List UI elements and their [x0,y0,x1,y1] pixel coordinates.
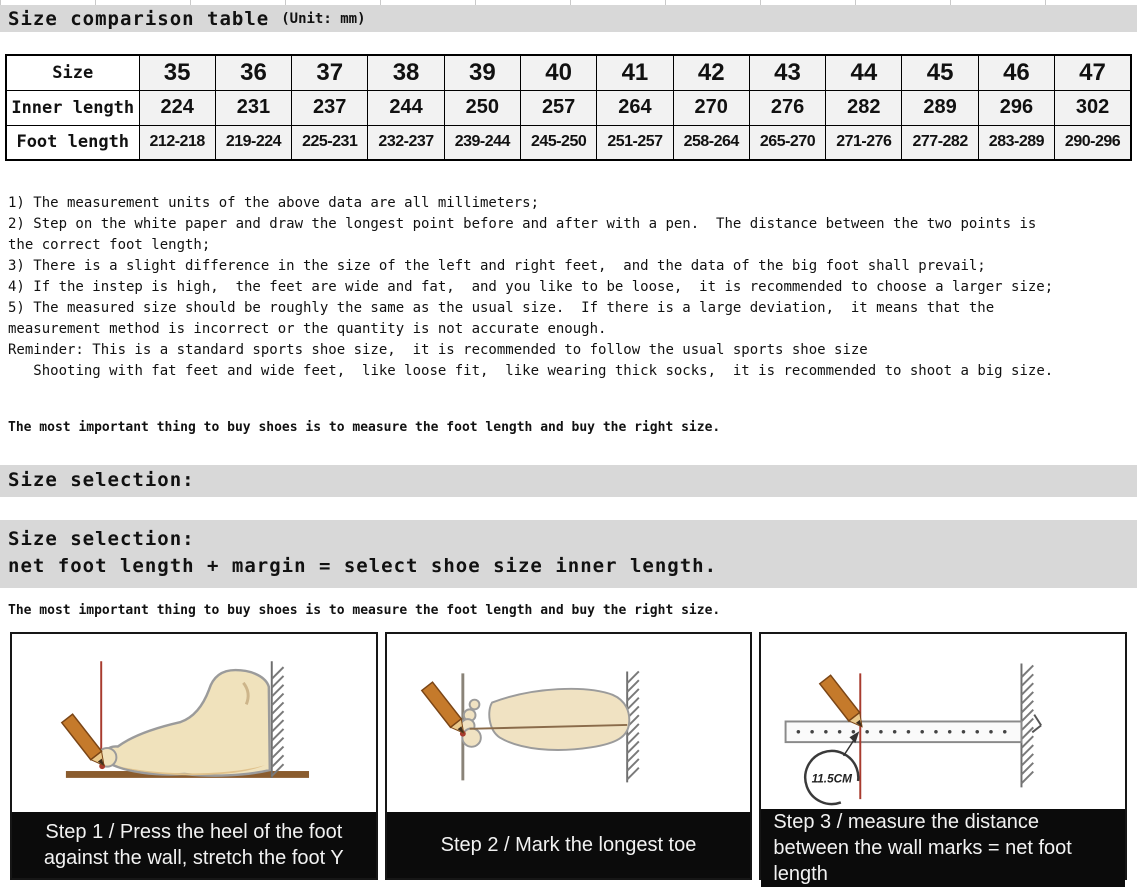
size-selection-block [0,520,1137,588]
inner-length-cell: 264 [597,90,673,125]
footprint-silhouette [489,689,629,750]
important-note-repeat: The most important thing to buy shoes is to measure the foot length and buy the right size. [8,603,721,618]
title-bar [0,5,1137,32]
foot-length-cell: 283-289 [978,125,1054,160]
size-cell: 37 [292,55,368,90]
size-row-label: Size [6,55,139,90]
footprint-top-view-figure [387,634,751,812]
inner-length-cell: 302 [1055,90,1131,125]
note-line: 1) The measurement units of the above data are all millimeters; [8,195,540,211]
size-cell: 47 [1055,55,1131,90]
size-row [6,55,1131,90]
foot-length-cell: 245-250 [520,125,596,160]
size-cell: 44 [826,55,902,90]
measurement-notes [8,193,1137,382]
inner-length-cell: 250 [444,90,520,125]
note-line: measurement method is incorrect or the quantity is not accurate enough. [8,321,607,337]
foot-side-view-figure [12,634,376,812]
step1-panel [10,632,378,880]
step2-panel [385,632,753,880]
wall-clamp-mark [1033,715,1042,733]
inner-length-cell: 244 [368,90,444,125]
inner-length-cell: 296 [978,90,1054,125]
inner-length-cell: 289 [902,90,978,125]
inner-length-cell: 276 [749,90,825,125]
foot-length-row-label: Foot length [6,125,139,160]
foot-length-cell: 251-257 [597,125,673,160]
note-line: Shooting with fat feet and wide feet, like loose fit, like wearing thick socks, it is recommended to shoot a big size. [8,363,1054,379]
size-cell: 41 [597,55,673,90]
step3-illustration [761,634,1125,809]
size-cell: 40 [520,55,596,90]
unit-note: (Unit: mm) [281,10,366,27]
size-selection-heading: Size selection: [8,528,195,550]
note-line: Reminder: This is a standard sports shoe size, it is recommended to follow the usual sports shoe size [8,342,868,358]
note-line: 4) If the instep is high, the feet are wide and fat, and you like to be loose, it is recommended to choose a larger size; [8,279,1054,295]
size-cell: 35 [139,55,215,90]
measurement-steps [10,632,1127,885]
step1-caption: Step 1 / Press the heel of the foot against the wall, stretch the foot Y [12,812,376,878]
foot-length-cell: 271-276 [826,125,902,160]
wall-hatch [1022,665,1034,783]
step3-caption: Step 3 / measure the distance between the wall marks = net foot length [761,809,1125,887]
size-cell: 45 [902,55,978,90]
measure-value-label: 11.5CM [811,772,853,786]
size-comparison-table [5,54,1132,161]
size-cell: 36 [215,55,291,90]
big-toe [462,728,480,746]
foot-length-cell: 225-231 [292,125,368,160]
note-line: 5) The measured size should be roughly the same as the usual size. If there is a large deviation, it means that the [8,300,995,316]
foot-length-cell: 277-282 [902,125,978,160]
important-note: The most important thing to buy shoes is to measure the foot length and buy the right size. [8,420,721,435]
inner-length-cell: 231 [215,90,291,125]
size-selection-formula: net foot length + margin = select shoe size inner length. [8,555,718,577]
size-cell: 42 [673,55,749,90]
step3-panel [759,632,1127,885]
foot-length-cell: 212-218 [139,125,215,160]
note-line: the correct foot length; [8,237,211,253]
inner-length-row-label: Inner length [6,90,139,125]
step2-caption: Step 2 / Mark the longest toe [387,812,751,878]
page-title: Size comparison table [8,7,270,30]
toe [469,700,479,710]
note-line: 3) There is a slight difference in the size of the left and right feet, and the data of the big foot shall prevail; [8,258,986,274]
inner-length-cell: 237 [292,90,368,125]
size-selection-banner: Size selection: [0,465,1137,497]
inner-length-cell: 257 [520,90,596,125]
inner-length-cell: 270 [673,90,749,125]
size-cell: 46 [978,55,1054,90]
size-cell: 39 [444,55,520,90]
note-line: 2) Step on the white paper and draw the longest point before and after with a pen. The distance between the two points is [8,216,1037,232]
ruler-measurement-figure [761,634,1125,809]
foot-length-row [6,125,1131,160]
size-cell: 43 [749,55,825,90]
foot-length-cell: 265-270 [749,125,825,160]
pencil-icon [62,714,110,770]
foot-length-cell: 290-296 [1055,125,1131,160]
foot-length-cell: 258-264 [673,125,749,160]
inner-length-row [6,90,1131,125]
step2-illustration [387,634,751,812]
inner-length-cell: 224 [139,90,215,125]
inner-length-cell: 282 [826,90,902,125]
ruler [786,721,1022,742]
foot-length-cell: 239-244 [444,125,520,160]
foot-length-cell: 219-224 [215,125,291,160]
step1-illustration [12,634,376,812]
size-cell: 38 [368,55,444,90]
foot-length-cell: 232-237 [368,125,444,160]
wall-hatch [272,667,284,776]
